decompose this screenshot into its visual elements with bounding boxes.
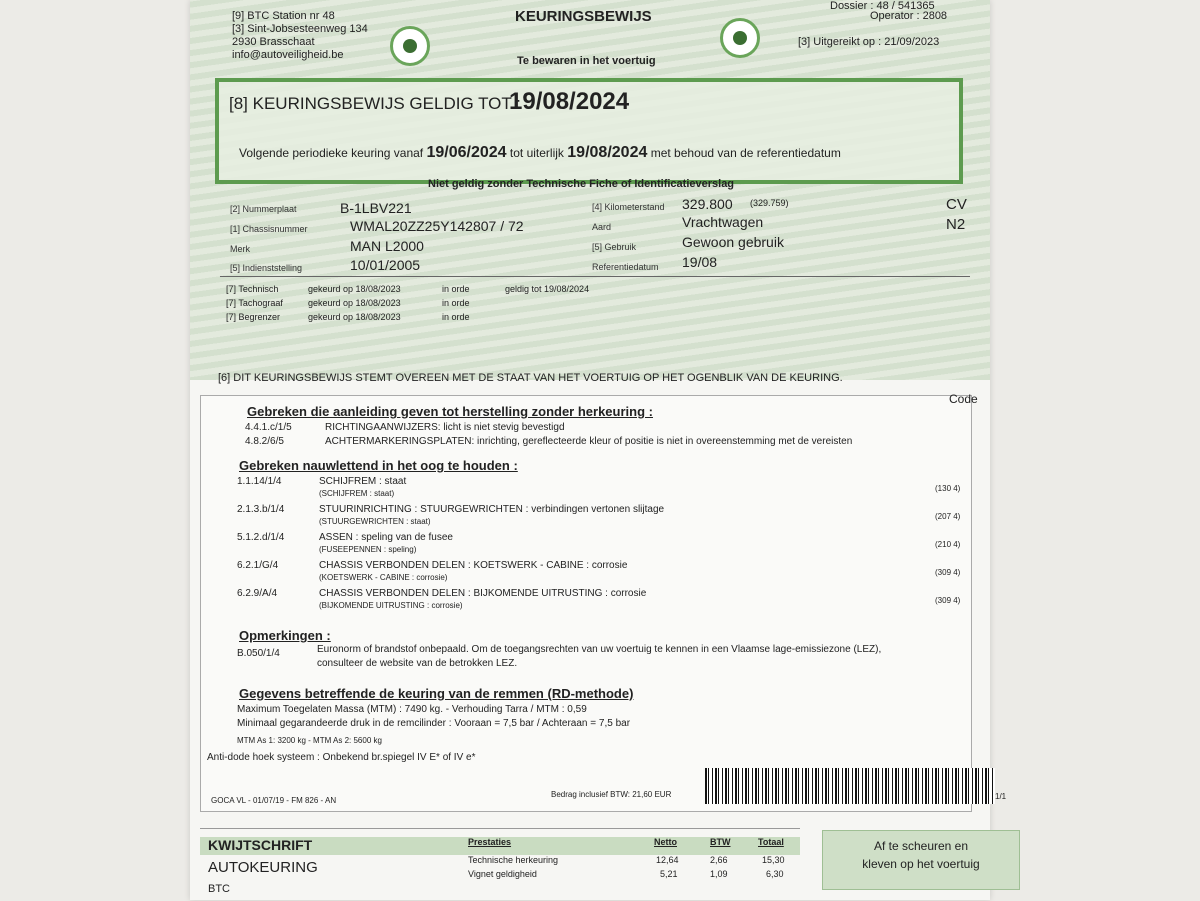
defect-subtext: (KOETSWERK - CABINE : corrosie) — [319, 573, 448, 582]
chassis-label: [1] Chassisnummer — [230, 224, 308, 234]
category-code-1: CV — [946, 196, 967, 213]
defect-code: 6.2.9/A/4 — [237, 588, 278, 599]
plate-label: [2] Nummerplaat — [230, 204, 297, 214]
chassis-value: WMAL20ZZ25Y142807 / 72 — [350, 218, 524, 234]
check-extra: geldig tot 19/08/2024 — [505, 284, 590, 294]
eye-logo-icon — [390, 26, 430, 66]
receipt-col-header: Netto — [654, 837, 677, 847]
check-status: in orde — [442, 284, 470, 294]
receipt-cell: 6,30 — [766, 869, 784, 879]
check-label: [7] Tachograaf — [226, 298, 283, 308]
defect-code: 1.1.14/1/4 — [237, 476, 282, 487]
vehicle-type-value: Vrachtwagen — [682, 214, 764, 230]
defect-text: ACHTERMARKERINGSPLATEN: inrichting, gereflecteerde kleur of positie is niet in overeenstemming met de vereisten — [325, 436, 853, 447]
page-number: 1/1 — [995, 792, 1007, 801]
check-label: [7] Begrenzer — [226, 312, 281, 322]
document-subtitle: Te bewaren in het voertuig — [517, 55, 656, 67]
brakes-line: MTM As 1: 3200 kg - MTM As 2: 5600 kg — [237, 736, 382, 745]
receipt-cell: 12,64 — [656, 855, 679, 865]
make-label: Merk — [230, 244, 250, 254]
first-registration-label: [5] Indienststelling — [230, 263, 303, 273]
first-registration-value: 10/01/2005 — [350, 257, 421, 273]
defect-code: 5.1.2.d/1/4 — [237, 532, 285, 543]
defect-subtext: (FUSEEPENNEN : speling) — [319, 545, 417, 554]
document-title: KEURINGSBEWIJS — [515, 8, 652, 25]
defect-code: 2.1.3.b/1/4 — [237, 504, 285, 515]
receipt-cell: Vignet geldigheid — [468, 869, 537, 879]
tear-note-line: Af te scheuren en — [873, 839, 969, 853]
defect-subtext: (STUURGEWRICHTEN : staat) — [319, 517, 431, 526]
receipt-cell: 15,30 — [762, 855, 785, 865]
defect-ref: (207 4) — [935, 512, 961, 521]
usage-value: Gewoon gebruik — [682, 234, 784, 250]
mileage-value: 329.800 — [682, 196, 733, 212]
check-date: gekeurd op 18/08/2023 — [308, 298, 401, 308]
brakes-title: Gegevens betreffende de keuring van de remmen (RD-methode) — [239, 686, 634, 701]
check-status: in orde — [442, 298, 470, 308]
check-date: gekeurd op 18/08/2023 — [308, 312, 401, 322]
defect-text: STUURINRICHTING : STUURGEWRICHTEN : verbindingen vertonen slijtage — [319, 504, 665, 515]
receipt-cell: Technische herkeuring — [468, 855, 559, 865]
receipt-subtitle: AUTOKEURING — [208, 859, 318, 876]
divider — [220, 276, 970, 277]
defect-ref: (210 4) — [935, 540, 961, 549]
receipt-cell: 2,66 — [710, 855, 728, 865]
defect-text: CHASSIS VERBONDEN DELEN : KOETSWERK - CABINE : corrosie — [319, 560, 628, 571]
brakes-line: Anti-dode hoek systeem : Onbekend br.spiegel IV E* of IV e* — [207, 752, 476, 763]
inspection-certificate — [190, 0, 1007, 900]
defect-text: RICHTINGAANWIJZERS: licht is niet stevig bevestigd — [325, 422, 565, 433]
receipt-col-header: Totaal — [758, 837, 784, 847]
validity-notice: Niet geldig zonder Technische Fiche of Identificatieverslag — [428, 178, 735, 190]
receipt-col-header: Prestaties — [468, 837, 512, 847]
receipt-cell: 1,09 — [710, 869, 728, 879]
barcode — [705, 768, 995, 804]
previous-mileage: (329.759) — [750, 198, 789, 208]
defect-ref: (130 4) — [935, 484, 961, 493]
form-number: GOCA VL - 01/07/19 - FM 826 - AN — [211, 796, 337, 805]
defects-section — [200, 392, 1007, 812]
code-column-header: Code — [949, 392, 978, 406]
tear-off-note — [822, 830, 1020, 890]
mileage-label: [4] Kilometerstand — [592, 202, 665, 212]
dossier-number: Dossier : 48 / 541365 — [830, 0, 935, 12]
eye-logo-icon — [720, 18, 760, 58]
make-value: MAN L2000 — [350, 238, 424, 254]
defect-code: 6.2.1/G/4 — [237, 560, 279, 571]
section-monitor-title: Gebreken nauwlettend in het oog te houden : — [239, 458, 518, 473]
receipt-title: KWIJTSCHRIFT — [208, 837, 313, 853]
vehicle-type-label: Aard — [592, 222, 612, 232]
check-status: in orde — [442, 312, 470, 322]
remark-line: consulteer de website van de betrokken LEZ. — [317, 658, 518, 669]
receipt-organisation: BTC — [208, 883, 230, 895]
remark-code: B.050/1/4 — [237, 648, 280, 659]
brakes-line: Maximum Toegelaten Massa (MTM) : 7490 kg. - Verhouding Tarra / MTM : 0,59 — [237, 704, 587, 715]
defect-code: 4.8.2/6/5 — [245, 436, 284, 447]
operator-number: Operator : 2808 — [870, 10, 948, 22]
check-date: gekeurd op 18/08/2023 — [308, 284, 401, 294]
next-inspection-line: Volgende periodieke keuring vanaf 19/06/2024 tot uiterlijk 19/08/2024 met behoud van de referentiedatum — [239, 144, 841, 161]
category-code-2: N2 — [946, 216, 966, 233]
station-address: [9] BTC Station nr 48 [3] Sint-Jobsesteenweg 134 2930 Brasschaat info@autoveiligheid.be — [232, 10, 368, 61]
brakes-line: Minimaal gegarandeerde druk in de remcilinder : Vooraan = 7,5 bar / Achteraan = 7,5 bar — [237, 718, 631, 729]
receipt — [200, 828, 800, 901]
plate-value: B-1LBV221 — [340, 200, 412, 216]
section-repair-title: Gebreken die aanleiding geven tot herstelling zonder herkeuring : — [247, 404, 653, 419]
defect-text: SCHIJFREM : staat — [319, 476, 407, 487]
usage-label: [5] Gebruik — [592, 242, 637, 252]
tear-note-line: kleven op het voertuig — [862, 857, 980, 871]
defect-ref: (309 4) — [935, 596, 961, 605]
defect-text: ASSEN : speling van de fusee — [319, 532, 453, 543]
defect-subtext: (SCHIJFREM : staat) — [319, 489, 395, 498]
remark-line: Euronorm of brandstof onbepaald. Om de toegangsrechten van uw voertuig te kennen in een Vlaamse lage-emissiezone (LEZ), — [317, 644, 882, 655]
validity-box — [215, 78, 963, 184]
receipt-cell: 5,21 — [660, 869, 678, 879]
conformity-statement: [6] DIT KEURINGSBEWIJS STEMT OVEREEN MET DE STAAT VAN HET VOERTUIG OP HET OGENBLIK VAN DE KEURING. — [218, 372, 843, 384]
issue-date: [3] Uitgereikt op : 21/09/2023 — [798, 36, 940, 48]
defect-text: CHASSIS VERBONDEN DELEN : BIJKOMENDE UITRUSTING : corrosie — [319, 588, 647, 599]
defect-ref: (309 4) — [935, 568, 961, 577]
defect-code: 4.4.1.c/1/5 — [245, 422, 292, 433]
remarks-title: Opmerkingen : — [239, 628, 331, 643]
receipt-col-header: BTW — [710, 837, 731, 847]
defect-subtext: (BIJKOMENDE UITRUSTING : corrosie) — [319, 601, 463, 610]
validity-date: 19/08/2024 — [509, 88, 630, 115]
reference-date-label: Referentiedatum — [592, 262, 659, 272]
check-label: [7] Technisch — [226, 284, 279, 294]
reference-date-value: 19/08 — [682, 254, 718, 270]
amount-inclusive: Bedrag inclusief BTW: 21,60 EUR — [551, 790, 672, 799]
validity-label: [8] KEURINGSBEWIJS GELDIG TOT : — [229, 94, 521, 113]
